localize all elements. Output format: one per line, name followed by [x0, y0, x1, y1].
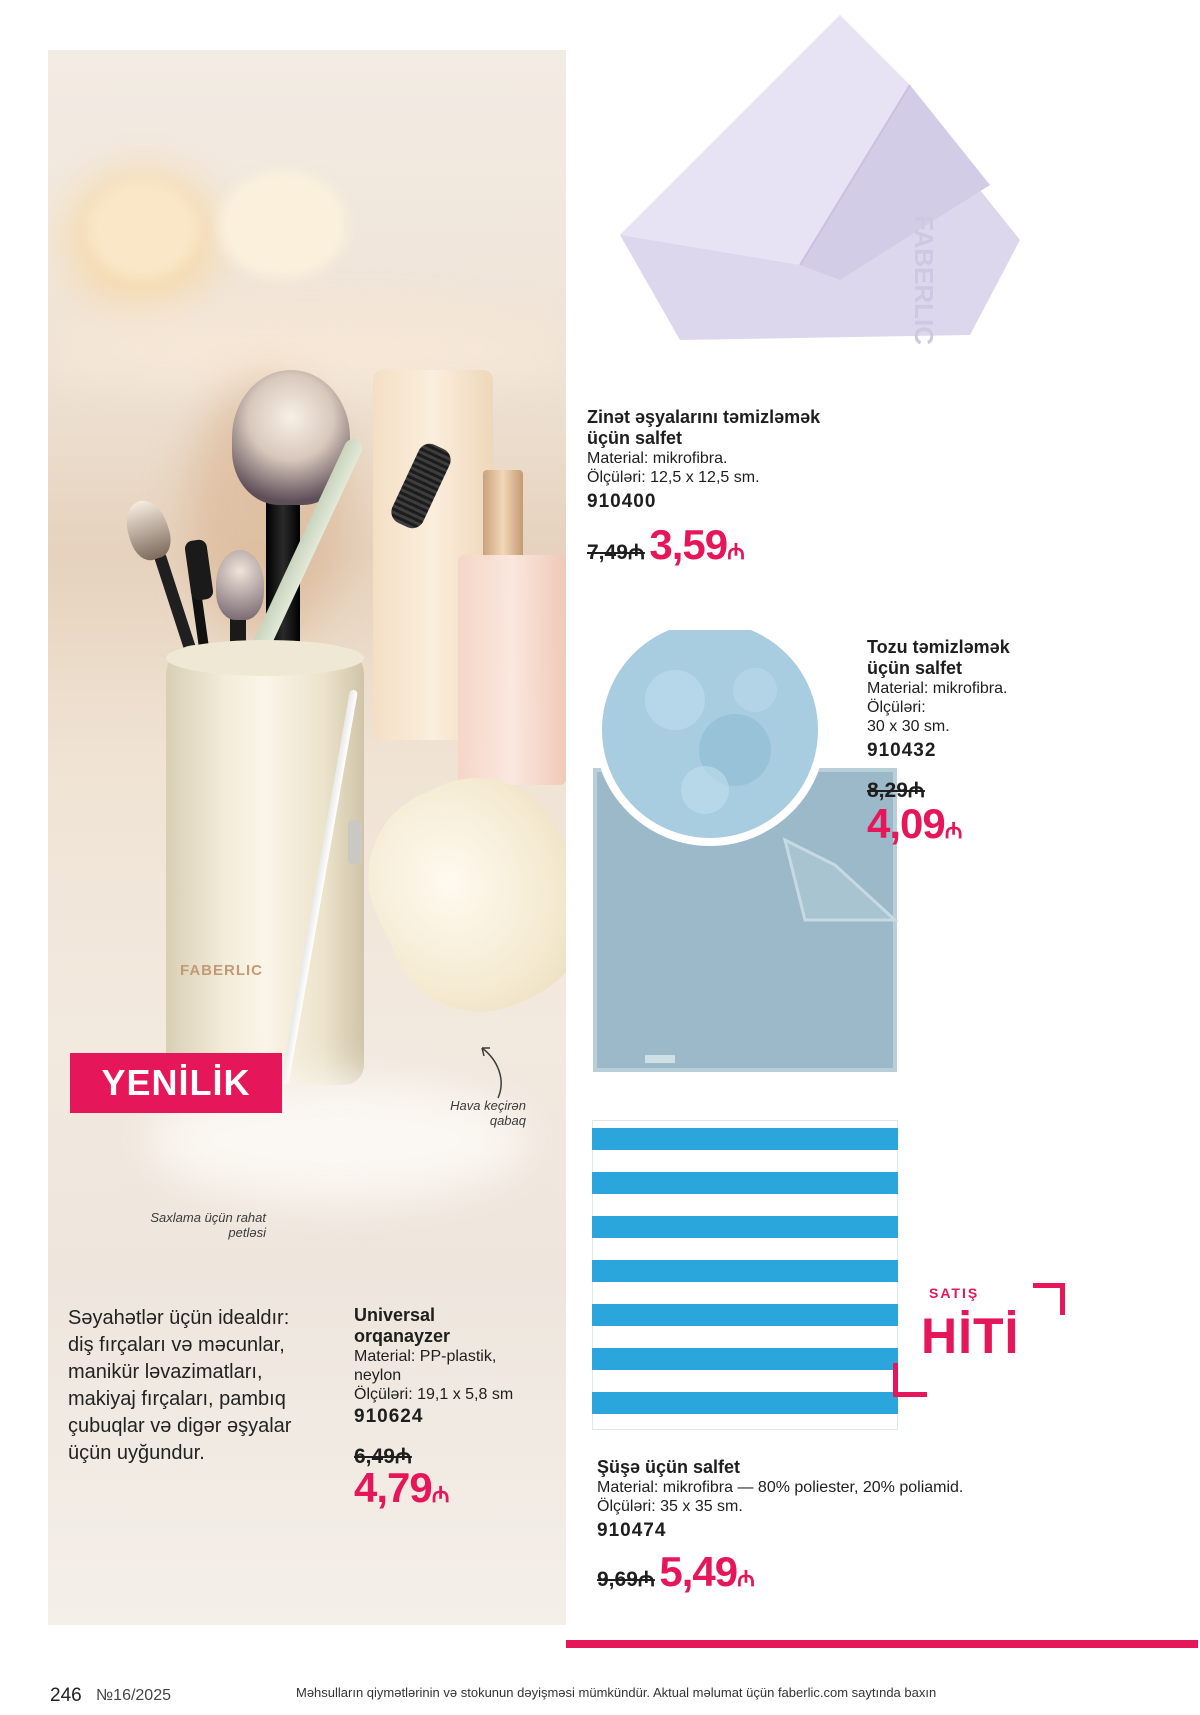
- product-title: Zinət əşyalarını təmizləmək üçün salfet: [587, 407, 821, 448]
- product-size-label: Ölçüləri:: [867, 699, 926, 716]
- bracket-bottom: [893, 1392, 927, 1397]
- product-title: Universal orqanayzer: [354, 1305, 451, 1346]
- product-material: Material: PP-plastik, neylon: [354, 1348, 497, 1384]
- jewelry-cloth-image: [610, 15, 1030, 375]
- product-size: Ölçüləri: 35 x 35 sm.: [597, 1498, 743, 1515]
- organizer-cup: [166, 645, 364, 1085]
- footer-disclaimer: Məhsulların qiymətlərinin və stokunun dəyişməsi mümkündür. Aktual məlumat üçün faberlic.com saytında baxın: [296, 1685, 937, 1700]
- new-price: 3,59: [649, 521, 728, 568]
- new-price: 5,49: [659, 1548, 738, 1595]
- glass-cloth-image: [592, 1120, 898, 1430]
- cup-rim: [166, 640, 364, 676]
- currency-icon: ₼: [944, 818, 962, 843]
- footer-accent-bar: [566, 1640, 1198, 1648]
- currency-icon: ₼: [737, 1566, 754, 1591]
- flower-right: [218, 170, 348, 280]
- organizer-lid: [339, 749, 566, 1042]
- bestseller-mark: [893, 1283, 1073, 1398]
- currency-icon: ₼: [727, 539, 744, 564]
- product-size: Ölçüləri: 19,1 x 5,8 sm: [354, 1386, 514, 1403]
- product-jewelry-cloth: [587, 407, 867, 569]
- svg-text:FABERLIC: FABERLIC: [909, 215, 939, 345]
- product-code: 910624: [354, 1406, 424, 1427]
- product-glass-cloth: [597, 1457, 1057, 1596]
- brush-head-2: [216, 550, 264, 620]
- callout-strap: Saxlama üçün rahat petləsi: [150, 1210, 266, 1240]
- product-code: 910400: [587, 491, 657, 512]
- hero-photo: [48, 50, 566, 1625]
- strap-clip: [348, 820, 362, 864]
- flower-left: [88, 180, 198, 280]
- product-material: Material: mikrofibra.: [587, 450, 728, 467]
- issue-number: №16/2025: [96, 1687, 171, 1704]
- product-material: Material: mikrofibra.: [867, 680, 1008, 697]
- new-price: 4,79: [354, 1464, 432, 1511]
- cup-brand-text: FABERLIC: [180, 962, 263, 979]
- bracket-right: [1060, 1283, 1065, 1315]
- product-organizer: [354, 1305, 554, 1512]
- new-badge: YENİLİK: [70, 1053, 282, 1113]
- promo-text: Səyahətlər üçün idealdır: diş fırçaları və məcunlar, manikür ləvazimatları, makiyaj fırçaları, pambıq çubuqlar və digər əşyalar üçün uyğundur.: [68, 1307, 292, 1464]
- old-price: 9,69₼: [597, 1568, 655, 1591]
- callout-arrow: [468, 1040, 508, 1100]
- product-code: 910474: [597, 1520, 667, 1541]
- new-price: 4,09: [867, 800, 945, 847]
- product-material: Material: mikrofibra — 80% poliester, 20% poliamid.: [597, 1479, 964, 1496]
- old-price: 7,49₼: [587, 541, 645, 564]
- perfume-bottle: [458, 555, 566, 785]
- perfume-cap: [483, 470, 523, 560]
- product-title: Tozu təmizləmək üçün salfet: [867, 637, 1010, 678]
- page-number: 246: [50, 1685, 82, 1706]
- product-size: Ölçüləri: 12,5 x 12,5 sm.: [587, 469, 760, 486]
- callout-lid: Hava keçirən qabaq: [450, 1098, 526, 1128]
- brush-head-1: [120, 495, 177, 564]
- product-code: 910432: [867, 740, 937, 761]
- product-dust-cloth: [867, 637, 1067, 848]
- old-price: 6,49₼: [354, 1445, 412, 1468]
- dust-cloth-image: [585, 630, 905, 1080]
- product-size: 30 x 30 sm.: [867, 718, 950, 735]
- old-price: 8,29₼: [867, 779, 925, 802]
- product-title: Şüşə üçün salfet: [597, 1457, 741, 1477]
- bestseller-line2: HİTİ: [921, 1308, 1020, 1364]
- bestseller-line1: SATIŞ: [929, 1285, 980, 1301]
- currency-icon: ₼: [431, 1482, 449, 1507]
